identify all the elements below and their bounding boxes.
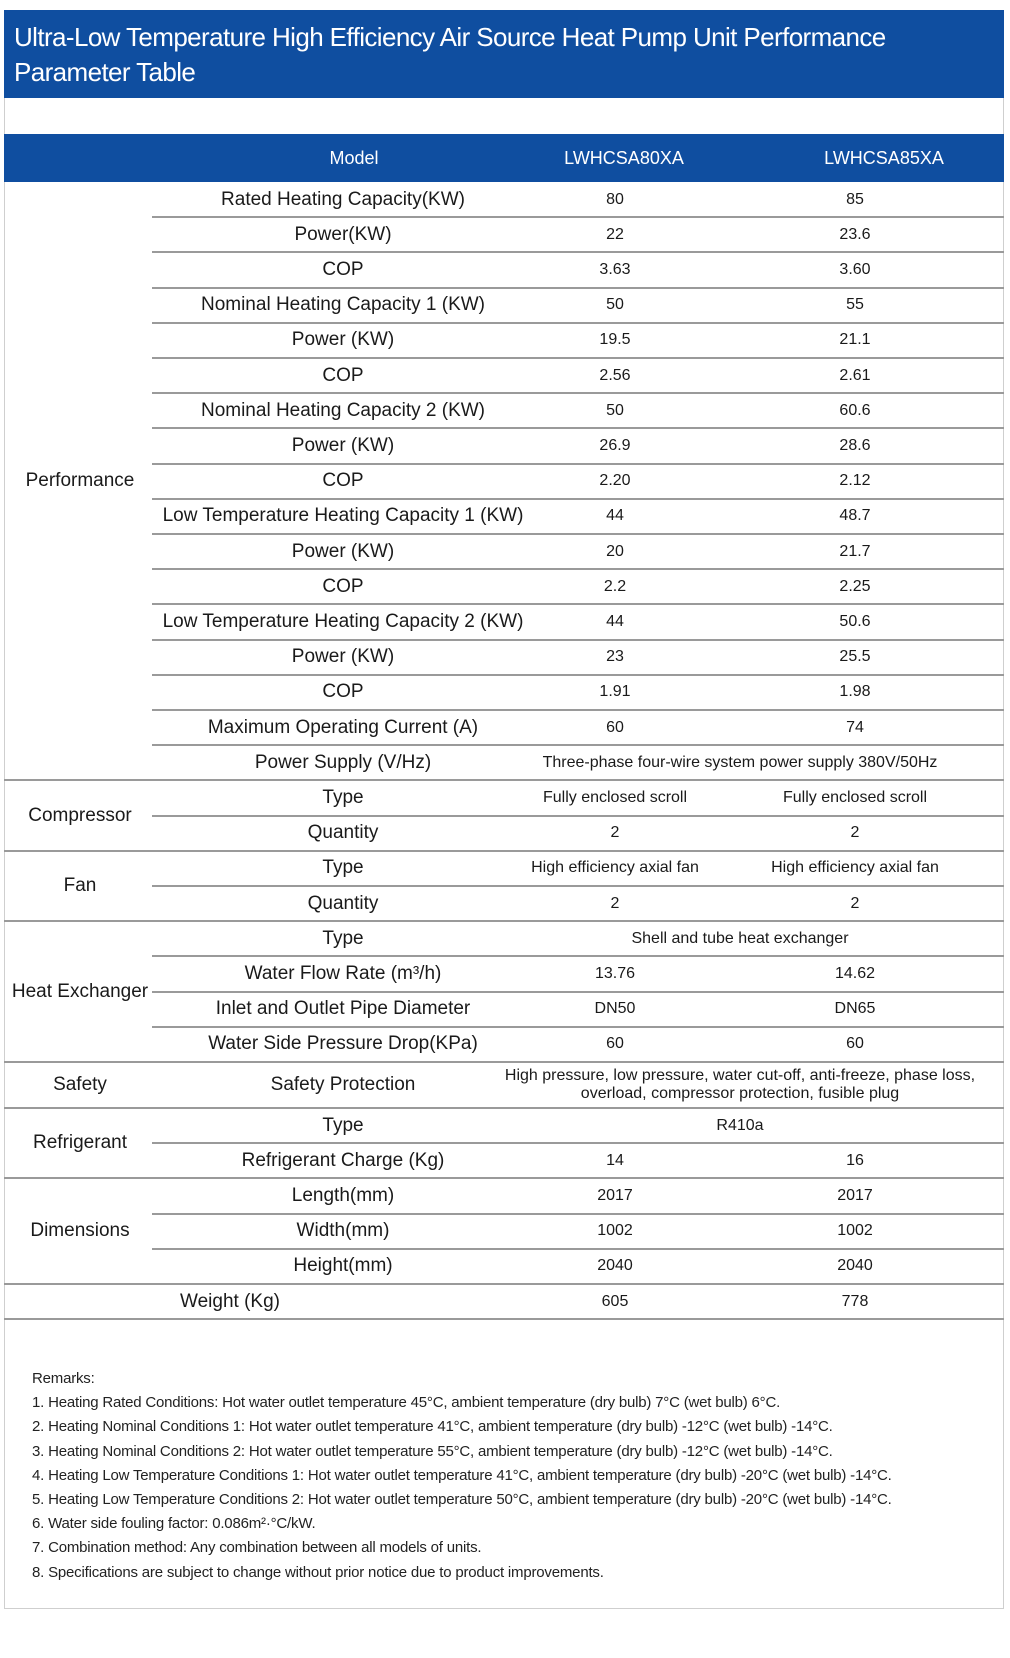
param-label: Low Temperature Heating Capacity 1 (KW) — [162, 505, 524, 527]
value-model-2: 778 — [841, 1292, 869, 1310]
param-label: Power (KW) — [291, 329, 395, 351]
section-label: Fan — [63, 874, 97, 896]
value-model-2: 3.60 — [839, 260, 871, 278]
param-label: Length(mm) — [291, 1184, 395, 1206]
remarks — [32, 1367, 992, 1585]
param-label: Inlet and Outlet Pipe Diameter — [215, 998, 471, 1020]
value-model-1: 23 — [606, 648, 624, 666]
value-model-2: 74 — [846, 718, 864, 736]
param-label: Nominal Heating Capacity 2 (KW) — [200, 399, 486, 421]
value-model-2: 60 — [846, 1035, 864, 1053]
value-model-2: 16 — [846, 1151, 864, 1169]
remark-item: 7. Combination method: Any combination between all models of units. — [32, 1539, 482, 1557]
param-label: Type — [322, 1114, 364, 1136]
value-model-1: 2040 — [597, 1257, 633, 1275]
param-label: Refrigerant Charge (Kg) — [241, 1149, 445, 1171]
section-label: Performance — [25, 470, 135, 492]
param-label: Water Side Pressure Drop(KPa) — [208, 1033, 478, 1055]
param-label: Power (KW) — [291, 434, 395, 456]
value-span: R410a — [716, 1116, 764, 1134]
remark-item: 5. Heating Low Temperature Conditions 2: Hot water outlet temperature 50°C, ambient temperature (dry bulb) -20°C (wet bulb) -14°C. — [32, 1491, 892, 1509]
value-model-1: 2.56 — [599, 366, 631, 384]
section-label: Compressor — [28, 804, 132, 826]
value-model-1: 44 — [606, 507, 624, 525]
model-header-label: Model — [329, 148, 379, 168]
section-divider — [4, 1318, 1004, 1320]
value-model-1: 50 — [606, 401, 624, 419]
value-model-2: 2.25 — [839, 577, 871, 595]
table-header — [4, 134, 1004, 182]
remark-item: 1. Heating Rated Conditions: Hot water outlet temperature 45°C, ambient temperature (dry bulb) 7°C (wet bulb) 6°C. — [32, 1394, 781, 1412]
value-span: High pressure, low pressure, water cut-off, anti-freeze, phase loss, overload, compressor protection, fusible plug — [504, 1067, 976, 1102]
remarks-heading: Remarks: — [32, 1370, 95, 1387]
param-label: Power (KW) — [291, 540, 395, 562]
value-model-1: DN50 — [594, 1000, 636, 1018]
value-model-2: 1002 — [837, 1222, 873, 1240]
param-label: Weight (Kg) — [180, 1290, 280, 1312]
value-model-2: 14.62 — [834, 964, 876, 982]
value-model-1: 20 — [606, 542, 624, 560]
value-model-1: Fully enclosed scroll — [542, 788, 688, 806]
remark-item: 3. Heating Nominal Conditions 2: Hot water outlet temperature 55°C, ambient temperature (dry bulb) -12°C (wet bulb) -14°C. — [32, 1442, 833, 1460]
value-model-2: 2.61 — [839, 366, 871, 384]
remark-item: 2. Heating Nominal Conditions 1: Hot water outlet temperature 41°C, ambient temperature (dry bulb) -12°C (wet bulb) -14°C. — [32, 1418, 833, 1436]
remark-item: 4. Heating Low Temperature Conditions 1: Hot water outlet temperature 41°C, ambient temperature (dry bulb) -20°C (wet bulb) -14°C. — [32, 1466, 892, 1484]
value-model-2: 21.1 — [839, 331, 871, 349]
section-label: Refrigerant — [33, 1132, 127, 1154]
value-model-2: 2040 — [837, 1257, 873, 1275]
value-model-1: 44 — [606, 612, 624, 630]
value-model-1: 2 — [610, 824, 620, 842]
param-label: Nominal Heating Capacity 1 (KW) — [200, 294, 486, 316]
param-label: Width(mm) — [296, 1220, 390, 1242]
value-model-2: 55 — [846, 296, 864, 314]
value-model-2: 1.98 — [839, 683, 871, 701]
value-model-2: 2017 — [837, 1186, 873, 1204]
value-model-2: 28.6 — [839, 436, 871, 454]
value-span: Shell and tube heat exchanger — [631, 929, 849, 947]
param-label: Maximum Operating Current (A) — [207, 716, 479, 738]
value-model-1: 605 — [601, 1292, 629, 1310]
param-label: Quantity — [307, 892, 379, 914]
value-model-2: 2 — [850, 824, 860, 842]
section-label: Heat Exchanger — [11, 980, 149, 1002]
param-label: Water Flow Rate (m³/h) — [244, 962, 442, 984]
value-model-1: 13.76 — [594, 964, 636, 982]
value-model-1: 60 — [606, 1035, 624, 1053]
value-model-1: 80 — [606, 190, 624, 208]
value-model-2: 60.6 — [839, 401, 871, 419]
value-model-1: High efficiency axial fan — [531, 859, 699, 877]
value-model-2: 21.7 — [839, 542, 871, 560]
section-label: Dimensions — [30, 1220, 130, 1242]
value-model-1: 19.5 — [599, 331, 631, 349]
value-model-2: 48.7 — [839, 507, 871, 525]
value-model-1: 60 — [606, 718, 624, 736]
param-label: Power (KW) — [291, 646, 395, 668]
value-span: Three-phase four-wire system power supply 380V/50Hz — [542, 753, 938, 771]
value-model-2: 23.6 — [839, 225, 871, 243]
value-model-1: 1.91 — [599, 683, 631, 701]
value-model-1: 2 — [610, 894, 620, 912]
value-model-2: DN65 — [834, 1000, 876, 1018]
remark-item: 6. Water side fouling factor: 0.086m²·°C/kW. — [32, 1515, 316, 1533]
page-title: Ultra-Low Temperature High Efficiency Air Source Heat Pump Unit Performance Parameter Table — [14, 22, 886, 87]
param-label: Height(mm) — [293, 1255, 393, 1277]
param-label: COP — [322, 575, 364, 597]
param-label: Low Temperature Heating Capacity 2 (KW) — [162, 610, 524, 632]
value-model-1: 14 — [606, 1151, 624, 1169]
param-label: Type — [322, 927, 364, 949]
param-label: Type — [322, 786, 364, 808]
value-model-1: 3.63 — [599, 260, 631, 278]
remark-item: 8. Specifications are subject to change without prior notice due to product improvements. — [32, 1563, 604, 1581]
param-label: Safety Protection — [270, 1074, 416, 1095]
param-label: Rated Heating Capacity(KW) — [221, 188, 465, 210]
value-model-1: 50 — [606, 296, 624, 314]
param-label: Type — [322, 857, 364, 879]
value-model-1: 2017 — [597, 1186, 633, 1204]
value-model-1: 22 — [606, 225, 624, 243]
param-label: Power Supply (V/Hz) — [254, 751, 432, 773]
value-model-1: 2.2 — [603, 577, 627, 595]
value-model-2: 85 — [846, 190, 864, 208]
value-model-1: 2.20 — [599, 472, 631, 490]
param-label: COP — [322, 470, 364, 492]
param-label: Quantity — [307, 822, 379, 844]
model-header-1: LWHCSA80XA — [564, 148, 684, 168]
param-label: Power(KW) — [294, 223, 392, 245]
value-model-2: Fully enclosed scroll — [782, 788, 928, 806]
title-banner — [4, 10, 1004, 98]
value-model-2: 2 — [850, 894, 860, 912]
param-label: COP — [322, 258, 364, 280]
value-model-2: High efficiency axial fan — [771, 859, 939, 877]
param-label: COP — [322, 681, 364, 703]
section-label: Safety — [53, 1074, 107, 1095]
model-header-2: LWHCSA85XA — [824, 148, 944, 168]
value-model-2: 2.12 — [839, 472, 871, 490]
value-model-1: 26.9 — [599, 436, 631, 454]
value-model-1: 1002 — [597, 1222, 633, 1240]
value-model-2: 50.6 — [839, 612, 871, 630]
param-label: COP — [322, 364, 364, 386]
value-model-2: 25.5 — [839, 648, 871, 666]
